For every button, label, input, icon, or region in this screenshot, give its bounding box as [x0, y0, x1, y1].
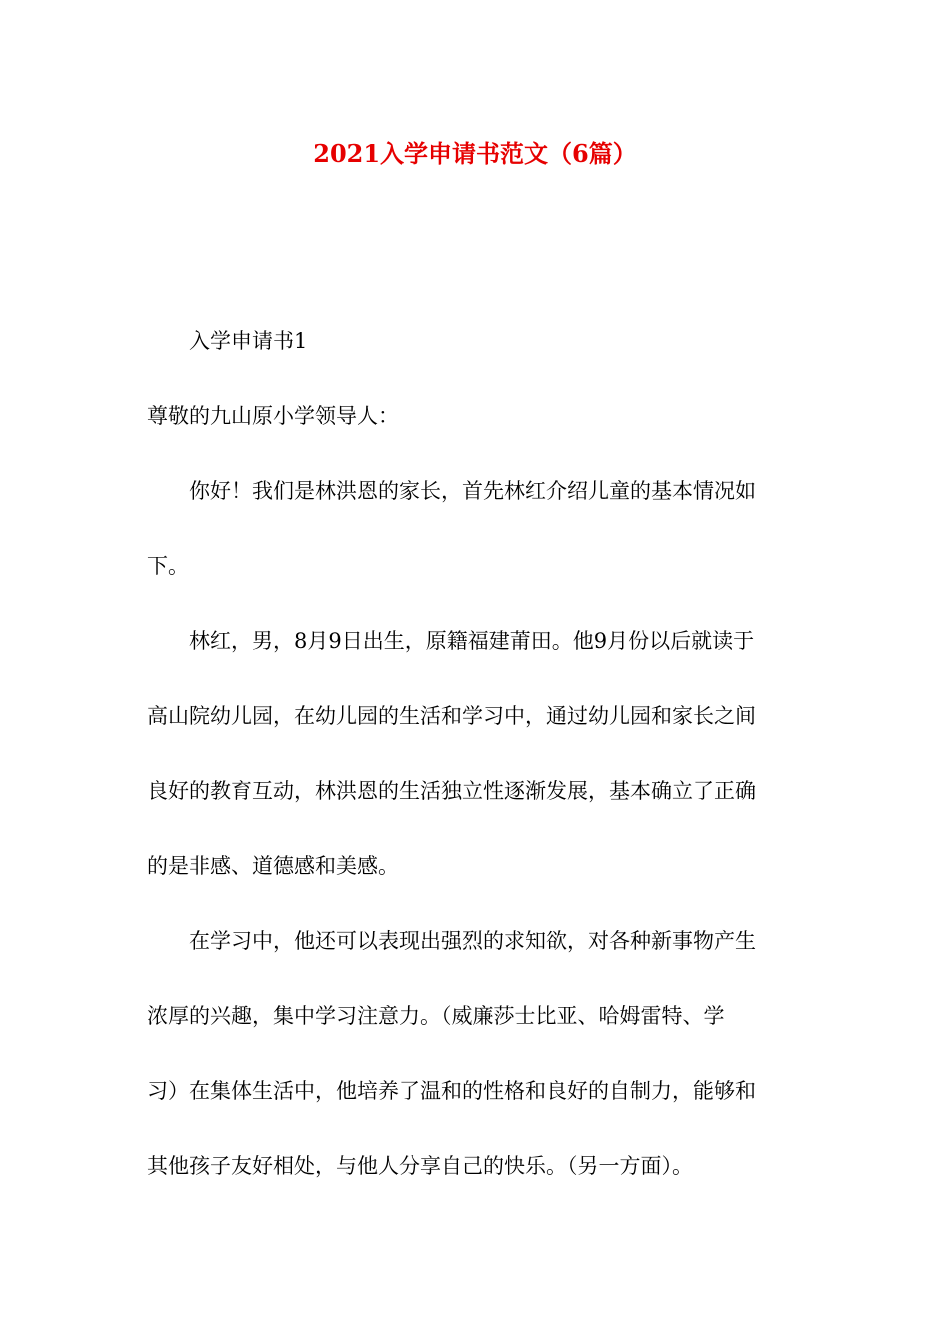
paragraph-line: 习）在集体生活中，他培养了温和的性格和良好的自制力，能够和 — [147, 1079, 756, 1103]
paragraph-line: 的是非感、道德感和美感。 — [147, 854, 399, 878]
document-title: 2021入学申请书范文（6篇） — [313, 139, 637, 168]
paragraph-line: 林红，男，8月9日出生，原籍福建莆田。他9月份以后就读于 — [189, 629, 755, 653]
paragraph-line: 在学习中，他还可以表现出强烈的求知欲，对各种新事物产生 — [189, 929, 756, 953]
paragraph-line: 你好！我们是林洪恩的家长，首先林红介绍儿童的基本情况如 — [189, 479, 756, 503]
paragraph-line: 高山院幼儿园，在幼儿园的生活和学习中，通过幼儿园和家长之间 — [147, 704, 756, 728]
paragraph-line: 下。 — [147, 554, 189, 578]
salutation: 尊敬的九山原小学领导人： — [147, 404, 399, 428]
section-heading: 入学申请书1 — [189, 329, 308, 353]
paragraph-line: 其他孩子友好相处，与他人分享自己的快乐。（另一方面）。 — [147, 1154, 693, 1178]
paragraph-line: 浓厚的兴趣，集中学习注意力。（威廉莎士比亚、哈姆雷特、学 — [147, 1004, 725, 1028]
paragraph-line: 良好的教育互动，林洪恩的生活独立性逐渐发展，基本确立了正确 — [147, 779, 756, 803]
